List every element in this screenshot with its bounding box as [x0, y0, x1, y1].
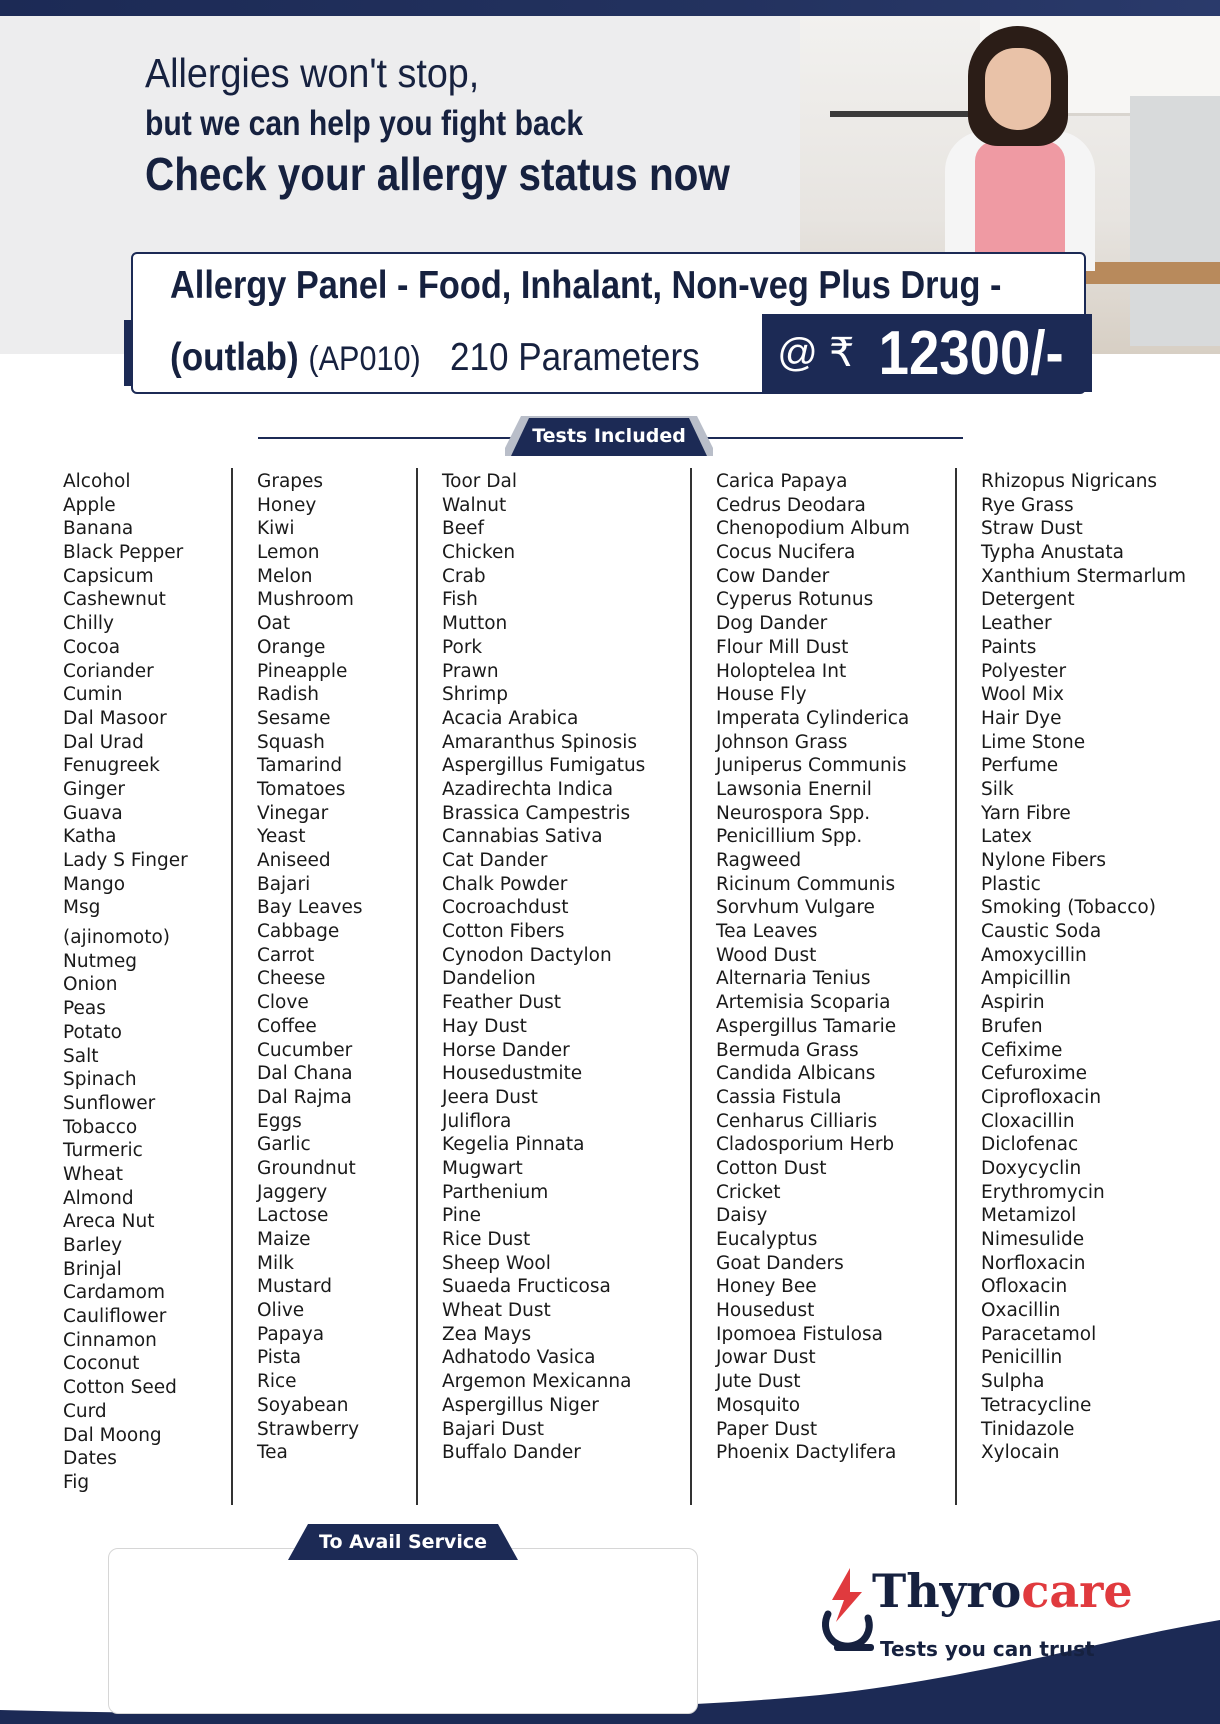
test-item: Lactose — [257, 1205, 329, 1227]
test-item: Mosquito — [716, 1394, 801, 1416]
test-item: Plastic — [981, 873, 1041, 895]
test-item: Maize — [257, 1229, 311, 1250]
test-item: Doxycyclin — [981, 1157, 1082, 1179]
test-item: Toor Dal — [442, 471, 518, 492]
test-item: Cocroachdust — [442, 897, 569, 919]
test-item: Jaggery — [257, 1181, 328, 1203]
test-item: Penicillin — [981, 1347, 1063, 1369]
test-item: Pine — [442, 1205, 481, 1227]
test-item: Fenugreek — [63, 755, 160, 777]
test-item: Strawberry — [257, 1418, 360, 1440]
test-item: Parthenium — [442, 1181, 549, 1203]
test-item: Turmeric — [63, 1140, 143, 1162]
test-column-1 — [63, 470, 188, 1495]
test-item: Chenopodium Album — [716, 518, 910, 540]
price-prefix: @ ₹ — [777, 331, 855, 375]
test-item: Alcohol — [63, 471, 131, 492]
test-item: Black Pepper — [63, 542, 184, 564]
test-item: Prawn — [442, 660, 499, 682]
column-divider — [955, 468, 957, 1505]
brand-tagline: Tests you can trust — [880, 1637, 1095, 1661]
brand-name — [872, 1564, 1133, 1618]
test-item: Tinidazole — [981, 1418, 1075, 1440]
test-item: Cefixime — [981, 1039, 1063, 1061]
test-item: Clove — [257, 992, 309, 1014]
test-item: Daisy — [716, 1205, 768, 1227]
column-divider — [416, 468, 418, 1505]
test-item: Areca Nut — [63, 1211, 155, 1233]
price-badge — [762, 314, 1092, 392]
test-item: Kegelia Pinnata — [442, 1134, 585, 1156]
test-item: Dal Urad — [63, 731, 144, 753]
test-item: Dandelion — [442, 968, 536, 990]
test-item: Mutton — [442, 613, 508, 635]
test-item: Brufen — [981, 1015, 1043, 1037]
test-item: Sorvhum Vulgare — [716, 897, 875, 919]
test-item: Bajari Dust — [442, 1418, 544, 1440]
test-item: Cotton Fibers — [442, 921, 565, 943]
tests-included-tab — [505, 416, 713, 456]
test-item: Feather Dust — [442, 992, 562, 1014]
test-item: Chilly — [63, 613, 115, 635]
test-item: Walnut — [442, 494, 507, 516]
headline-line-3: Check your allergy status now — [145, 148, 730, 200]
test-item: Straw Dust — [981, 518, 1083, 540]
test-item: Bay Leaves — [257, 897, 363, 919]
test-item: Typha Anustata — [981, 542, 1124, 564]
test-item: Paper Dust — [716, 1418, 818, 1440]
test-item: Soyabean — [257, 1394, 349, 1416]
test-item: Aniseed — [257, 850, 331, 871]
test-item: Metamizol — [981, 1205, 1077, 1227]
panel-code: (AP010) — [308, 340, 421, 378]
test-item: Dates — [63, 1448, 117, 1470]
test-item: Wood Dust — [716, 944, 817, 966]
tests-included-label: Tests Included — [532, 425, 686, 447]
test-item: Curd — [63, 1400, 107, 1422]
test-item: Sunflower — [63, 1092, 156, 1114]
test-item: Potato — [63, 1021, 122, 1043]
test-item: Cocus Nucifera — [716, 542, 856, 564]
to-avail-service-tab — [288, 1524, 518, 1560]
test-item: Smoking (Tobacco) — [981, 897, 1156, 919]
brand-name-part1: Thyro — [872, 1564, 1022, 1618]
test-item: Aspirin — [981, 992, 1045, 1014]
test-item: Tobacco — [63, 1116, 138, 1138]
test-item: Ampicillin — [981, 968, 1072, 990]
test-item: Tamarind — [257, 755, 343, 777]
test-item: Artemisia Scoparia — [716, 992, 891, 1014]
test-column-5 — [981, 470, 1186, 1465]
test-item: Cow Dander — [716, 565, 830, 587]
test-item: Latex — [981, 826, 1032, 848]
test-item: Ginger — [63, 778, 125, 800]
test-item: Yarn Fibre — [981, 802, 1071, 824]
test-item: (ajinomoto) — [63, 927, 171, 949]
test-item: Cladosporium Herb — [716, 1134, 895, 1156]
test-item: Dal Chana — [257, 1063, 353, 1085]
test-item: Wheat Dust — [442, 1300, 551, 1322]
test-item: Silk — [981, 778, 1014, 800]
headline-line-2: but we can help you fight back — [145, 104, 584, 143]
test-item: Vinegar — [257, 802, 329, 824]
woman-face — [985, 48, 1051, 130]
test-item: Cotton Dust — [716, 1157, 827, 1179]
test-item: Cedrus Deodara — [716, 494, 866, 516]
test-item: Fish — [442, 589, 478, 611]
test-item: Honey Bee — [716, 1276, 817, 1298]
test-item: Dog Dander — [716, 613, 828, 635]
test-item: Mugwart — [442, 1157, 523, 1179]
outlab-label: (outlab) — [170, 336, 299, 379]
test-item: Buffalo Dander — [442, 1442, 581, 1464]
woman-cooking-illustration — [930, 26, 1120, 266]
test-item: Hair Dye — [981, 707, 1062, 729]
test-item: Cynodon Dactylon — [442, 944, 612, 966]
test-item: Aspergillus Tamarie — [716, 1015, 897, 1037]
test-item: Zea Mays — [442, 1323, 532, 1345]
test-item: Coriander — [63, 660, 154, 682]
test-item: Cashewnut — [63, 589, 166, 611]
test-item: Brinjal — [63, 1258, 122, 1280]
test-item: Tea — [257, 1442, 288, 1464]
test-item: Hay Dust — [442, 1015, 527, 1037]
test-item: Rhizopus Nigricans — [981, 471, 1158, 492]
test-item: Groundnut — [257, 1157, 356, 1179]
test-item: Rice Dust — [442, 1229, 531, 1250]
test-item: Perfume — [981, 755, 1059, 777]
test-item: Tetracycline — [981, 1394, 1092, 1416]
refrigerator — [1130, 96, 1220, 346]
test-item: Wheat — [63, 1163, 123, 1185]
test-item: Juniperus Communis — [716, 755, 907, 777]
price-amount: 12300/- — [879, 318, 1065, 388]
test-item: Salt — [63, 1045, 99, 1067]
test-item: Tomatoes — [257, 778, 346, 800]
test-item: Ragweed — [716, 850, 802, 871]
service-contact-box — [108, 1548, 698, 1714]
test-item: Cat Dander — [442, 850, 548, 871]
test-item: Orange — [257, 636, 326, 658]
test-item: Polyester — [981, 660, 1067, 682]
test-item: Amoxycillin — [981, 944, 1087, 966]
test-column-4 — [716, 470, 910, 1465]
test-item: Ricinum Communis — [716, 873, 896, 895]
test-item: Paracetamol — [981, 1323, 1097, 1345]
test-item: Argemon Mexicanna — [442, 1371, 632, 1393]
column-divider — [690, 468, 692, 1505]
test-item: Olive — [257, 1300, 305, 1322]
test-item: Lady S Finger — [63, 850, 188, 871]
test-item: Chicken — [442, 542, 516, 564]
test-item: Fig — [63, 1471, 90, 1493]
test-item: Erythromycin — [981, 1181, 1105, 1203]
test-item: Melon — [257, 565, 313, 587]
test-item: Barley — [63, 1235, 123, 1256]
to-avail-service-label: To Avail Service — [319, 1531, 487, 1553]
column-divider — [231, 468, 233, 1505]
test-item: Caustic Soda — [981, 921, 1102, 943]
test-item: Cheese — [257, 968, 326, 990]
test-item: Bermuda Grass — [716, 1039, 859, 1061]
parameter-count: 210 Parameters — [449, 336, 700, 379]
test-item: Diclofenac — [981, 1134, 1079, 1156]
test-item: Garlic — [257, 1134, 311, 1156]
test-item: Phoenix Dactylifera — [716, 1442, 897, 1464]
test-item: Cotton Seed — [63, 1377, 177, 1399]
test-item: Lime Stone — [981, 731, 1086, 753]
test-item: Ofloxacin — [981, 1276, 1068, 1298]
test-item: Mushroom — [257, 589, 354, 611]
test-item: Cardamom — [63, 1282, 165, 1304]
test-item: Kiwi — [257, 518, 295, 540]
test-item: Neurospora Spp. — [716, 802, 871, 824]
test-item: Alternaria Tenius — [716, 968, 871, 990]
test-item: Crab — [442, 565, 486, 587]
test-item: Beef — [442, 518, 484, 540]
test-item: Housedustmite — [442, 1063, 583, 1085]
test-item: Aspergillus Niger — [442, 1394, 599, 1416]
panel-subtitle — [170, 336, 700, 380]
test-item: Pork — [442, 636, 483, 658]
test-item: Juliflora — [442, 1110, 512, 1132]
test-item: Eucalyptus — [716, 1229, 818, 1250]
test-item: Lemon — [257, 542, 320, 564]
test-item: Ipomoea Fistulosa — [716, 1323, 883, 1345]
test-item: Rye Grass — [981, 494, 1074, 516]
test-item: Sesame — [257, 707, 331, 729]
test-item: Bajari — [257, 873, 311, 895]
test-item: Cumin — [63, 684, 123, 706]
test-item: Dal Masoor — [63, 707, 167, 729]
test-item: Penicillium Spp. — [716, 826, 863, 848]
test-item: Imperata Cylinderica — [716, 707, 910, 729]
test-item: Apple — [63, 494, 116, 516]
test-item: Ciprofloxacin — [981, 1086, 1102, 1108]
test-item: Cocoa — [63, 636, 121, 658]
headline-line-1: Allergies won't stop, — [145, 50, 480, 96]
test-item: Pista — [257, 1347, 302, 1369]
test-item: Wool Mix — [981, 684, 1064, 706]
test-item: Azadirechta Indica — [442, 778, 614, 800]
test-item: Aspergillus Fumigatus — [442, 755, 646, 777]
test-item: Radish — [257, 684, 320, 706]
test-item: Coconut — [63, 1353, 140, 1375]
test-item: Peas — [63, 998, 106, 1020]
test-item: Cabbage — [257, 921, 340, 943]
test-item: Honey — [257, 494, 317, 516]
test-item: Spinach — [63, 1069, 137, 1091]
test-item: Paints — [981, 636, 1037, 658]
test-column-2 — [257, 470, 363, 1465]
test-item: Almond — [63, 1187, 134, 1209]
test-item: Msg — [63, 897, 101, 919]
test-item: Candida Albicans — [716, 1063, 876, 1085]
test-item: Onion — [63, 974, 118, 996]
test-column-3 — [442, 470, 645, 1465]
test-item: Housedust — [716, 1300, 815, 1322]
test-item: Capsicum — [63, 565, 154, 587]
test-item: Dal Rajma — [257, 1086, 352, 1108]
brand-name-part2: care — [1021, 1564, 1133, 1618]
test-item: Cassia Fistula — [716, 1086, 842, 1108]
test-item: Cannabias Sativa — [442, 826, 603, 848]
test-item: Pineapple — [257, 660, 348, 682]
test-item: Carica Papaya — [716, 471, 848, 492]
test-item: Xylocain — [981, 1442, 1060, 1464]
test-item: Cauliflower — [63, 1306, 167, 1328]
test-item: Shrimp — [442, 684, 508, 706]
test-item: Papaya — [257, 1323, 325, 1345]
test-item: Jeera Dust — [442, 1086, 538, 1108]
test-item: Sulpha — [981, 1371, 1045, 1393]
test-item: Carrot — [257, 944, 315, 966]
test-item: Brassica Campestris — [442, 802, 631, 824]
top-bar — [0, 0, 1220, 16]
test-item: Detergent — [981, 589, 1075, 611]
test-item: Cinnamon — [63, 1329, 157, 1351]
test-item: Rice — [257, 1371, 297, 1393]
test-item: Nylone Fibers — [981, 850, 1107, 871]
test-item: Cricket — [716, 1181, 781, 1203]
test-item: Jowar Dust — [716, 1347, 816, 1369]
test-item: Jute Dust — [716, 1371, 801, 1393]
test-item: Tea Leaves — [716, 921, 818, 943]
test-item: Acacia Arabica — [442, 707, 579, 729]
test-item: Eggs — [257, 1110, 302, 1132]
test-item: Dal Moong — [63, 1424, 162, 1446]
test-item: Suaeda Fructicosa — [442, 1276, 611, 1298]
test-item: Cucumber — [257, 1039, 353, 1061]
test-item: Nimesulide — [981, 1229, 1085, 1250]
test-item: Chalk Powder — [442, 873, 568, 895]
test-item: House Fly — [716, 684, 807, 706]
test-item: Nutmeg — [63, 950, 137, 972]
test-item: Flour Mill Dust — [716, 636, 849, 658]
test-item: Squash — [257, 731, 325, 753]
test-item: Lawsonia Enernil — [716, 778, 872, 800]
test-item: Horse Dander — [442, 1039, 570, 1061]
test-item: Cyperus Rotunus — [716, 589, 874, 611]
test-item: Cenharus Cilliaris — [716, 1110, 878, 1132]
test-item: Grapes — [257, 471, 324, 492]
test-item: Coffee — [257, 1015, 317, 1037]
test-item: Cefuroxime — [981, 1063, 1087, 1085]
test-item: Yeast — [257, 826, 306, 848]
test-item: Mango — [63, 873, 126, 895]
test-item: Goat Danders — [716, 1252, 844, 1274]
test-item: Norfloxacin — [981, 1252, 1086, 1274]
test-item: Sheep Wool — [442, 1252, 551, 1274]
test-item: Holoptelea Int — [716, 660, 847, 682]
test-item: Johnson Grass — [716, 731, 848, 753]
test-item: Leather — [981, 613, 1052, 635]
test-item: Cloxacillin — [981, 1110, 1075, 1132]
test-item: Amaranthus Spinosis — [442, 731, 637, 753]
test-item: Oxacillin — [981, 1300, 1061, 1322]
test-item: Xanthium Stermarlum — [981, 565, 1186, 587]
test-item: Banana — [63, 518, 134, 540]
panel-title: Allergy Panel - Food, Inhalant, Non-veg Plus Drug - — [170, 264, 1002, 307]
test-item: Adhatodo Vasica — [442, 1347, 596, 1369]
test-item: Guava — [63, 802, 123, 824]
test-item: Oat — [257, 613, 291, 635]
test-item: Katha — [63, 826, 117, 848]
test-item: Milk — [257, 1252, 294, 1274]
test-item: Mustard — [257, 1276, 332, 1298]
